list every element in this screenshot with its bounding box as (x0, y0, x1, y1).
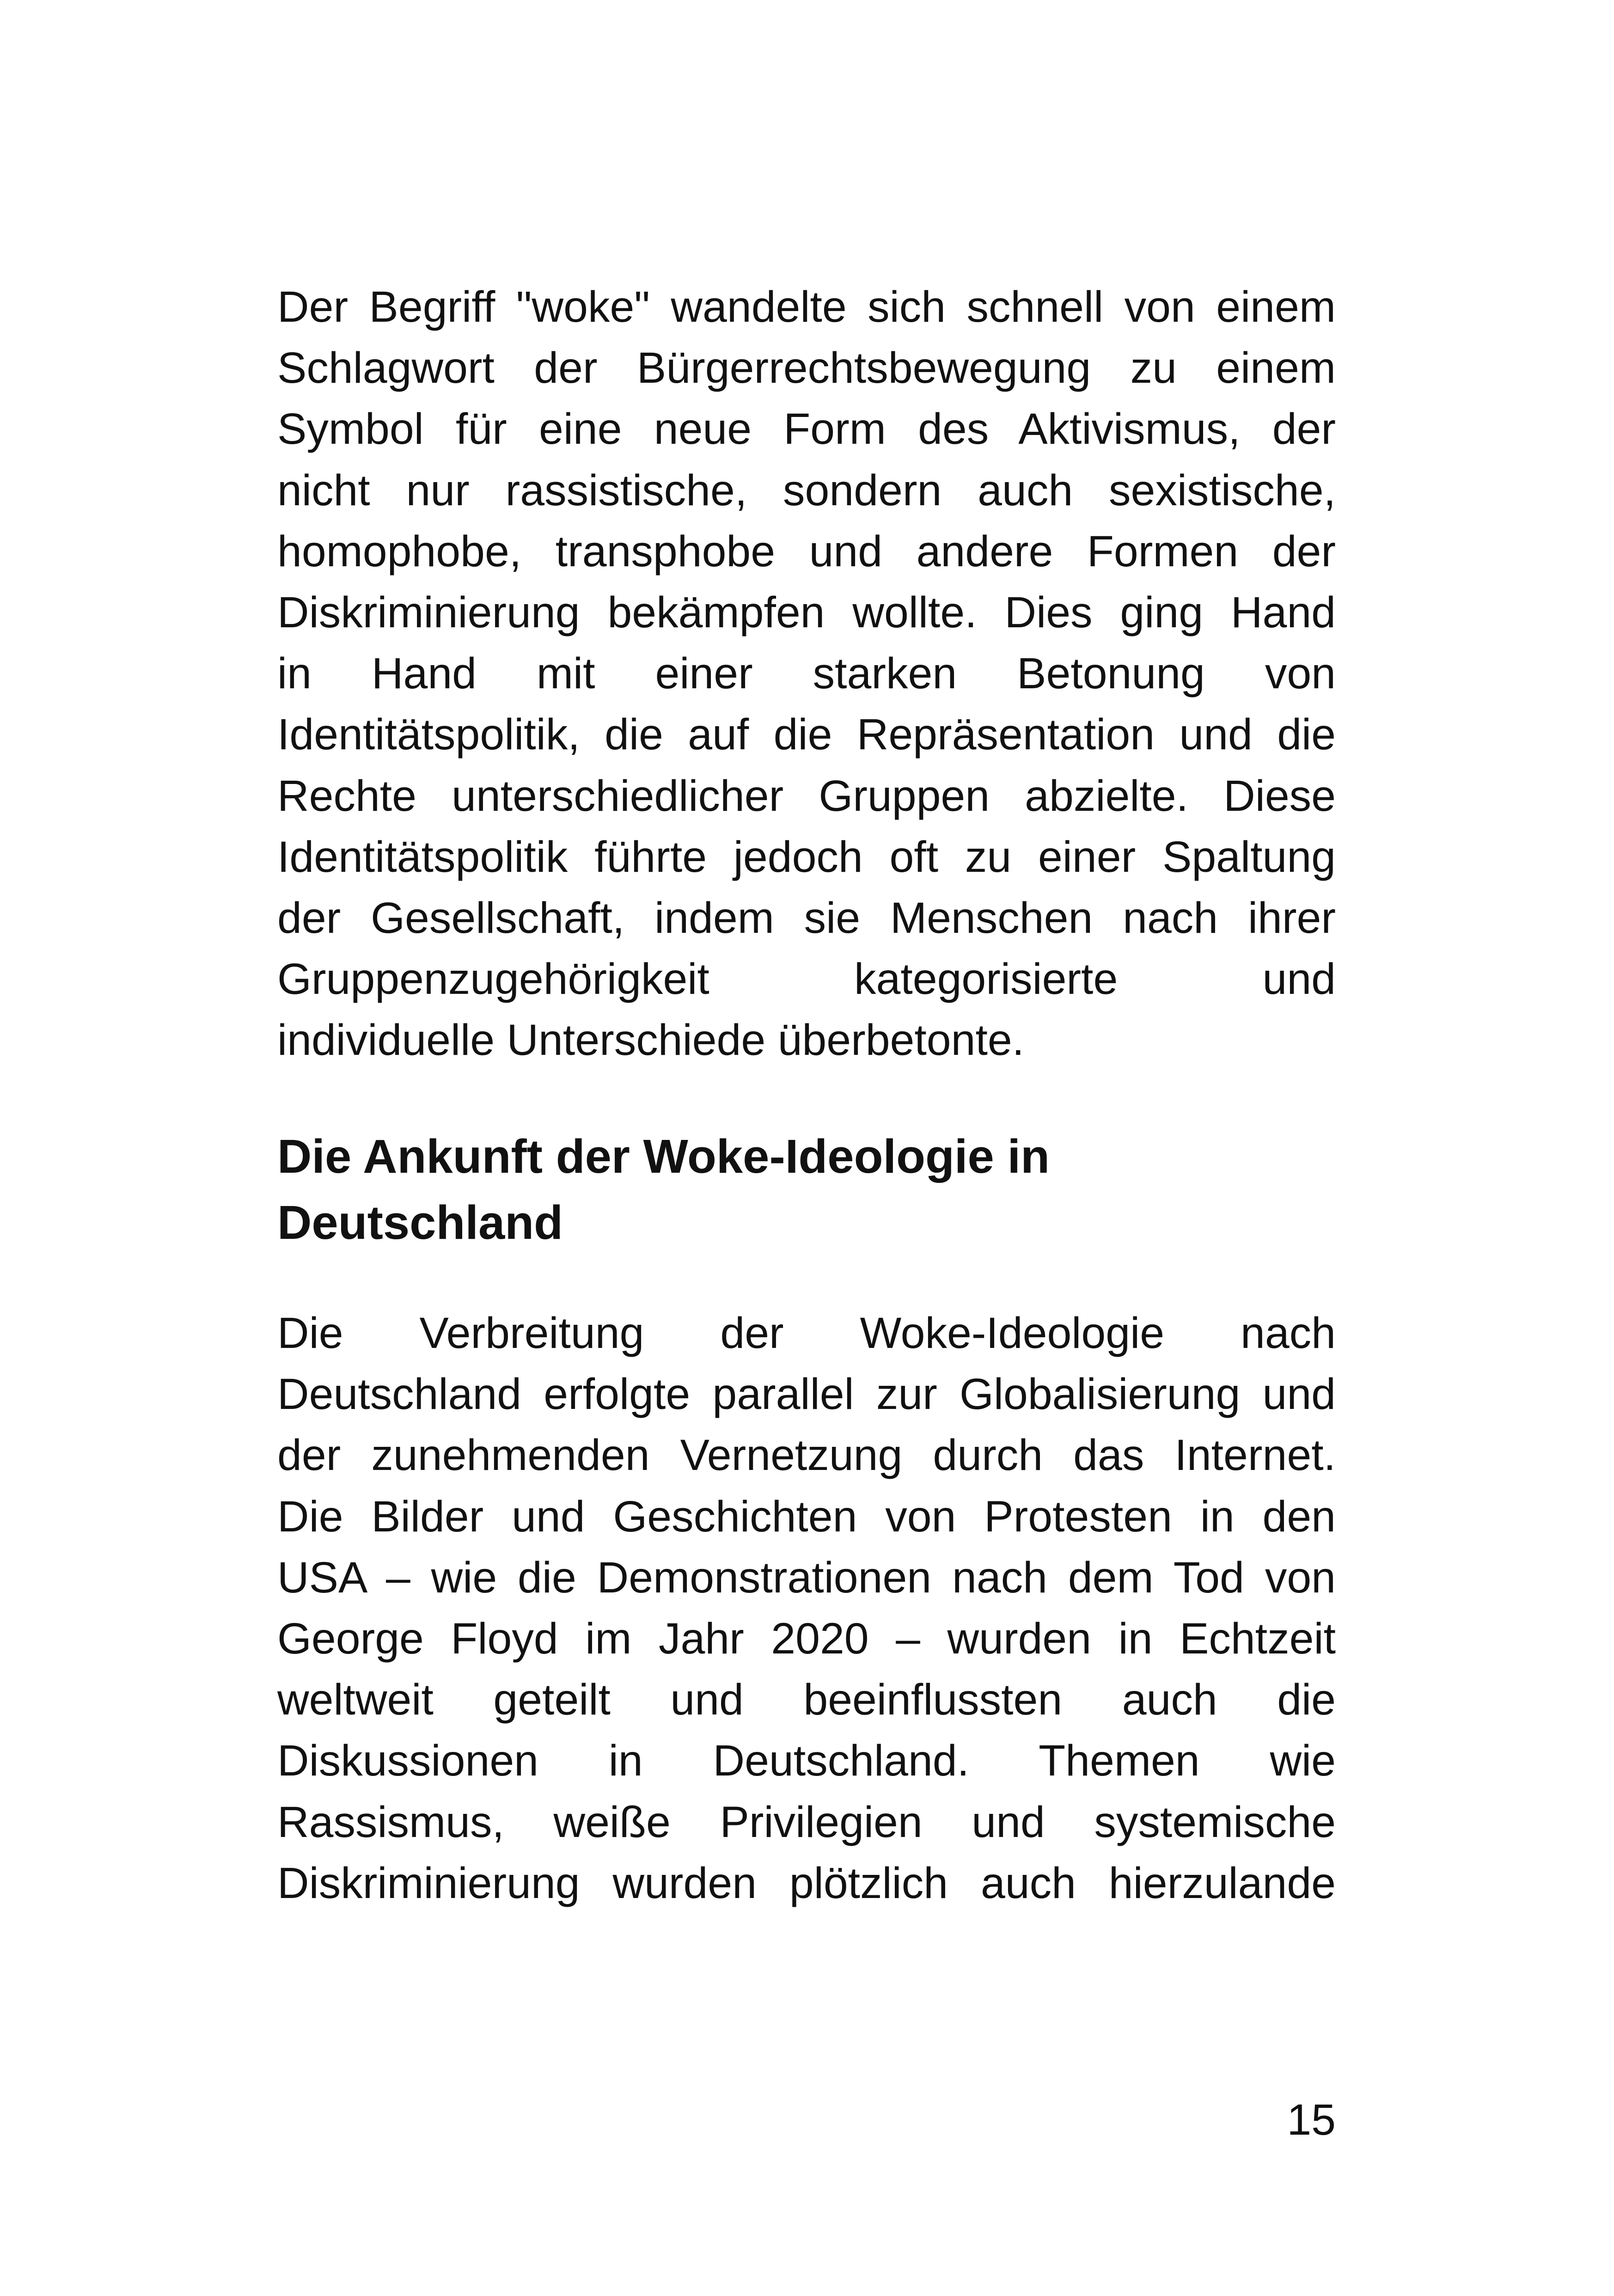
paragraph-line: Identitätspolitik führte jedoch oft zu einer Spaltung (277, 832, 1336, 882)
paragraph-line: in Hand mit einer starken Betonung von (277, 649, 1336, 698)
paragraph-line: Diskriminierung bekämpfen wollte. Dies ging Hand (277, 588, 1336, 637)
paragraph-line: Deutschland erfolgte parallel zur Globalisierung und (277, 1370, 1336, 1419)
paragraph-1 (277, 276, 1336, 1071)
paragraph-line: Diskriminierung wurden plötzlich auch hierzulande (277, 1858, 1336, 1908)
paragraph-line: Gruppenzugehörigkeit kategorisierte und (277, 955, 1336, 1004)
paragraph-2 (277, 1303, 1336, 1914)
paragraph-line: homophobe, transphobe und andere Formen der (277, 527, 1336, 576)
paragraph-line: Die Verbreitung der Woke-Ideologie nach (277, 1309, 1336, 1358)
paragraph-line: Rechte unterschiedlicher Gruppen abzielte. Diese (277, 771, 1336, 820)
paragraph-line: der Gesellschaft, indem sie Menschen nach ihrer (277, 893, 1336, 943)
paragraph-line: George Floyd im Jahr 2020 – wurden in Echtzeit (277, 1614, 1336, 1663)
heading-line: Die Ankunft der Woke-Ideologie in (277, 1130, 1050, 1183)
paragraph-line: Symbol für eine neue Form des Aktivismus, der (277, 404, 1336, 454)
paragraph-line: Identitätspolitik, die auf die Repräsentation und die (277, 710, 1336, 759)
paragraph-line: Der Begriff "woke" wandelte sich schnell von einem (277, 282, 1336, 331)
paragraph-line: Die Bilder und Geschichten von Protesten in den (277, 1492, 1336, 1541)
heading-line: Deutschland (277, 1196, 563, 1249)
paragraph-line: nicht nur rassistische, sondern auch sexistische, (277, 465, 1336, 515)
paragraph-line: weltweit geteilt und beeinflussten auch die (277, 1675, 1336, 1725)
paragraph-line: Diskussionen in Deutschland. Themen wie (277, 1736, 1336, 1786)
paragraph-line: der zunehmenden Vernetzung durch das Internet. (277, 1431, 1336, 1480)
paragraph-line: USA – wie die Demonstrationen nach dem Tod von (277, 1553, 1336, 1602)
page-number: 15 (1287, 2095, 1336, 2144)
paragraph-line: Rassismus, weiße Privilegien und systemische (277, 1797, 1336, 1847)
paragraph-line: individuelle Unterschiede überbetonte. (277, 1016, 1025, 1065)
paragraph-line: Schlagwort der Bürgerrechtsbewegung zu einem (277, 343, 1336, 393)
section-heading (277, 1123, 1336, 1255)
